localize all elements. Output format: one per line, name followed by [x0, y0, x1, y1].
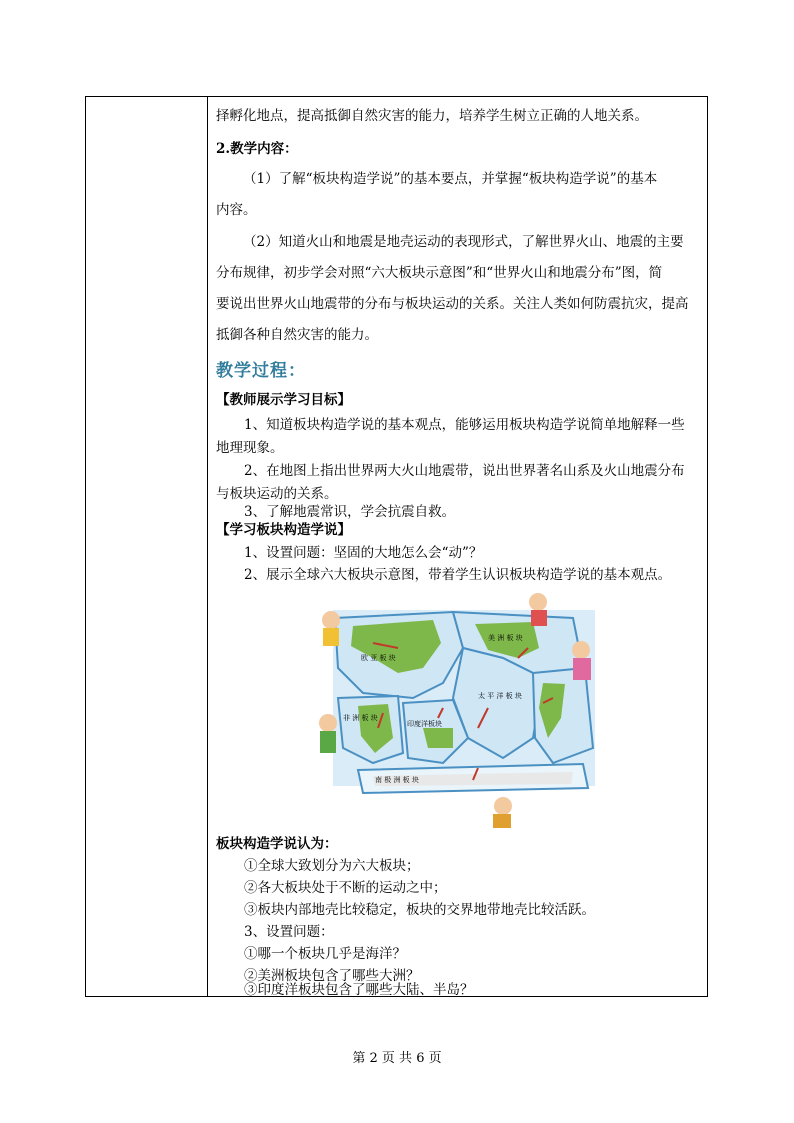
theory-header: 板块构造学说认为： [216, 836, 338, 852]
text-line: （2）知道火山和地震是地壳运动的表现形式，了解世界火山、地震的主要 [243, 234, 684, 250]
section-heading-content: 2.教学内容： [216, 141, 298, 157]
pacific-label: 太 平 洋 板 块 [478, 692, 522, 700]
text-line: 要说出世界火山地震带的分布与板块运动的关系。关注人类如何防震抗灾，提高 [216, 296, 689, 312]
antarctic-label: 南 极 洲 板 块 [375, 776, 419, 784]
plates-map-svg [303, 588, 609, 832]
africa-label: 非 洲 板 块 [343, 714, 378, 722]
goal-line: 2、在地图上指出世界两大火山地震带，说出世界著名山系及火山地震分布 [244, 463, 685, 479]
process-title: 教学过程： [216, 361, 306, 381]
goal-line: 地理现象。 [216, 440, 284, 456]
america-label: 美 洲 板 块 [488, 634, 523, 642]
theory-line: ②美洲板块包含了哪些大洲？ [244, 968, 420, 984]
theory-line: 3、设置问题： [244, 924, 334, 940]
goal-line: 1、知道板块构造学说的基本观点，能够运用板块构造学说简单地解释一些 [244, 417, 685, 433]
goal-line: 3、了解地震常识，学会抗震自救。 [244, 504, 456, 520]
goals-header: 【教师展示学习目标】 [216, 392, 351, 408]
theory-line: ①全球大致划分为六大板块； [244, 858, 420, 874]
theory-line: ③板块内部地壳比较稳定，板块的交界地带地壳比较活跃。 [244, 902, 595, 918]
study-header: 【学习板块构造学说】 [216, 522, 351, 538]
text-line: 分布规律，初步学会对照“六大板块示意图”和“世界火山和地震分布”图，简 [216, 265, 663, 281]
eurasia-label: 欧 亚 板 块 [361, 654, 396, 662]
child-figure [572, 641, 591, 680]
child-figure [319, 714, 337, 753]
text-line: 择孵化地点，提高抵御自然灾害的能力，培养学生树立正确的人地关系。 [216, 108, 648, 124]
study-line: 1、设置问题：坚固的大地怎么会“动”？ [244, 545, 483, 561]
indian-label: 印度洋板块 [407, 720, 442, 728]
theory-line: ①哪一个板块几乎是海洋？ [244, 946, 406, 962]
text-line: （1）了解“板块构造学说”的基本要点，并掌握“板块构造学说”的基本 [243, 171, 658, 187]
study-line: 2、展示全球六大板块示意图，带着学生认识板块构造学说的基本观点。 [244, 567, 672, 583]
page-footer: 第 2 页 共 6 页 [352, 1051, 442, 1066]
theory-line: ②各大板块处于不断的运动之中； [244, 880, 447, 896]
goal-line: 与板块运动的关系。 [216, 486, 338, 502]
text-line: 抵御各种自然灾害的能力。 [216, 327, 378, 343]
text-line: 内容。 [216, 202, 257, 218]
theory-line: ③印度洋板块包含了哪些大陆、半岛？ [244, 982, 474, 998]
column-divider [207, 97, 208, 996]
child-figure [322, 611, 340, 646]
tectonic-plates-map [303, 588, 609, 832]
